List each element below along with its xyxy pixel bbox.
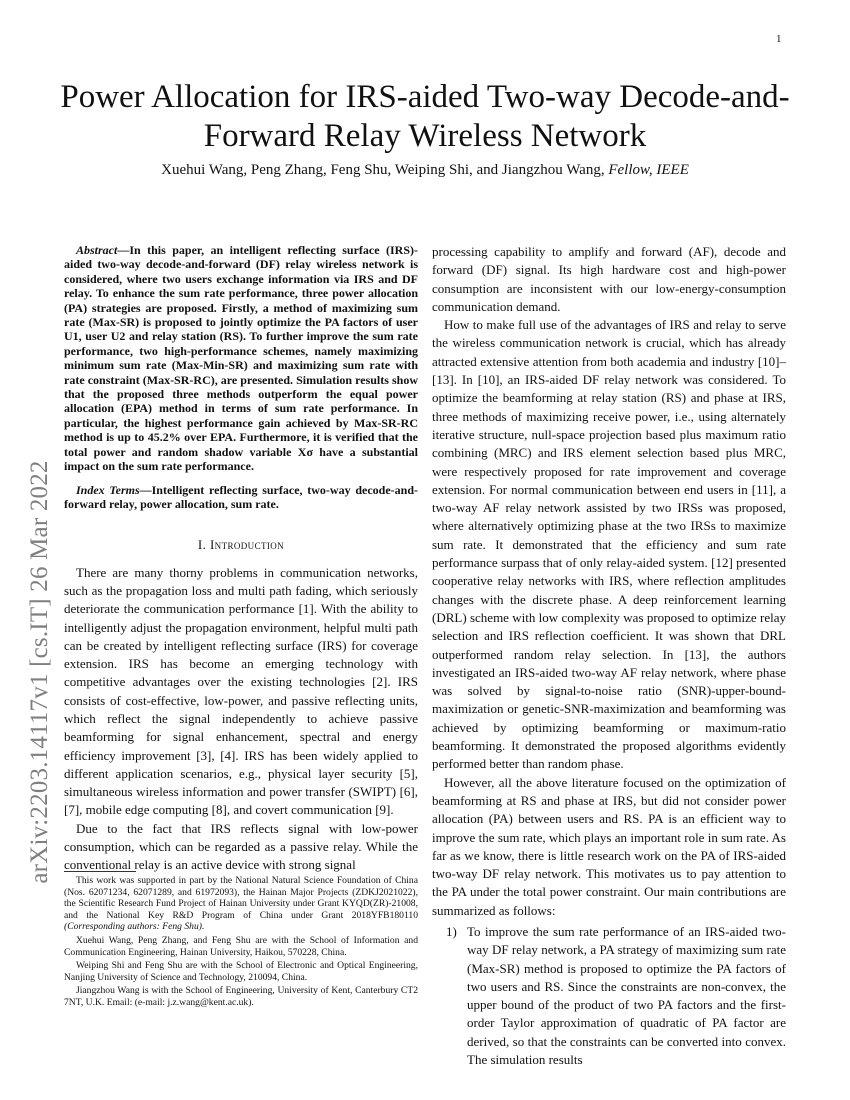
list-item: [432, 923, 786, 1069]
footnote-rule: [64, 871, 136, 872]
author-suffix: Fellow, IEEE: [608, 162, 689, 178]
author-list: [60, 162, 790, 179]
section-number: I.: [197, 537, 207, 553]
footnotes: [64, 871, 418, 1011]
section-title: Introduction: [209, 537, 285, 553]
footnote-funding: This work was supported in part by the National Natural Science Foundation of China (Nos. 62071234, 62071289, and 61972093), the Hainan Major Projects (ZDKJ2021022), the Scientific Research Fund Project of Hainan University under Grant KYQD(ZR)-21008, and the National Key R&D Program of China under Grant 2018YFB180110 (Corresponding authors: Feng Shu).: [64, 875, 418, 933]
paragraph: How to make full use of the advantages of IRS and relay to serve the wireless communication network is crucial, which has already attracted extensive attention from both academia and industry [10]–[13]. In [10], an IRS-aided DF relay network was considered. To optimize the beamforming at relay station (RS) and phase at IRS, three methods of maximizing receive power, i.e., using alternately iterative structure, null-space projection based plus maximum ratio combining (MRC) and IRS element selection based plus MRC, were respectively proposed for rate improvement and coverage extension. For normal communication between end users in [11], a two-way AF relay network assisted by two IRSs was proposed, where alternatively optimizing phase at the two IRSs to maximize sum rate. It demonstrated that the efficiency and sum rate performance surpass that of only relay-aided system. [12] presented cooperative relay networks with IRS, where reflection amplitudes changes with the discrete phase. A deep reinforcement learning (DRL) scheme with low complexity was proposed to optimize relay selection and IRS reflection coefficient. It was shown that DRL outperformed random relay selection. In [13], the authors investigated an IRS-aided two-way AF relay network, where phase was solved by signal-to-noise ratio (SNR)-upper-bound-maximization or genetic-SNR-maximization and beamforming was achieved by optimizing beamforming or maximum-ratio beamforming. It demonstrated the proposed algorithms evidently performed better than random phase.: [432, 317, 786, 772]
paper-title: Power Allocation for IRS-aided Two-way Decode-and-Forward Relay Wireless Network: [60, 79, 790, 154]
paragraph: Due to the fact that IRS reflects signal with low-power consumption, which can be regarded as a passive relay. While the conventional relay is an active device with strong signal: [64, 820, 418, 873]
section-heading: [64, 536, 418, 554]
abstract-label: Abstract: [76, 243, 118, 257]
page-number: 1: [776, 33, 782, 45]
index-terms-text: —Intelligent reflecting surface, two-way decode-and-forward relay, power allocation, sum rate.: [64, 482, 418, 511]
footnote-affiliation: Xuehui Wang, Peng Zhang, and Feng Shu are with the School of Information and Communication Engineering, Hainan University, Haikou, 570228, China.: [64, 934, 418, 958]
footnote-affiliation: Weiping Shi and Feng Shu are with the School of Electronic and Optical Engineering, Nanjing University of Science and Technology, 210094, China.: [64, 960, 418, 983]
contributions-list: [432, 923, 786, 1069]
index-terms-label: Index Terms: [76, 482, 140, 497]
index-terms: [64, 483, 418, 512]
list-item-text: To improve the sum rate performance of an IRS-aided two-way DF relay network, a PA strategy of maximizing sum rate (Max-SR) method is proposed to optimize the PA factors of two users and RS. Since the constraints are non-convex, the upper bound of the product of two PA factors and the first-order Taylor approximation of quadratic of PA factor are derived, so that the constraints can be converted into convex. The simulation results: [467, 923, 786, 1068]
paragraph: However, all the above literature focused on the optimization of beamforming at RS and phase at IRS, but did not consider power allocation (PA) between users and RS. PA is an efficient way to improve the sum rate, which plays an important role in sum rate. As far as we know, there is little research work on the PA of IRS-aided two-way DF relay network. This motivates us to pay attention to the PA under the total power constraint. Our main contributions are summarized as follows:: [432, 774, 786, 918]
abstract: [64, 243, 418, 474]
paragraph: processing capability to amplify and forward (AF), decode and forward (DF) signal. Its high hardware cost and high-power consumption are inconsistent with our low-energy-consumption communication demand.: [432, 244, 786, 314]
corresponding-author-note: (Corresponding authors: Feng Shu).: [64, 921, 205, 933]
left-column: [64, 243, 418, 875]
arxiv-identifier: arXiv:2203.14117v1 [cs.IT] 26 Mar 2022: [26, 460, 53, 884]
abstract-text: —In this paper, an intelligent reflecting surface (IRS)-aided two-way decode-and-forward (DF) relay wireless network is considered, where two users exchange information via IRS and DF relay. To enhance the sum rate performance, three power allocation (PA) strategies are proposed. Firstly, a method of maximizing sum rate (Max-SR) is proposed to jointly optimize the PA factors of user U1, user U2 and relay station (RS). To further improve the sum rate performance, two high-performance schemes, namely maximizing minimum sum rate (Max-Min-SR) and maximizing sum rate with rate constraint (Max-SR-RC), are presented. Simulation results show that the proposed three methods outperform the equal power allocation (EPA) method in terms of sum rate performance. In particular, the highest performance gain achieved by Max-SR-RC method is up to 45.2% over EPA. Furthermore, it is verified that the total power and random shadow variable Xσ have a substantial impact on the sum rate performance.: [64, 243, 418, 474]
paragraph: There are many thorny problems in communication networks, such as the propagation loss and multi path fading, which seriously deteriorate the communication performance [1]. With the ability to intelligently adjust the propagation environment, helpful multi path can be created by intelligent reflecting surface (IRS) for coverage extension. IRS has become an emerging technology with competitive advantages over the existing technologies [2]. IRS consists of cost-effective, low-power, and passive reflecting units, which reflect the signal independently to achieve passive beamforming for signal enhancement, spectral and energy efficiency improvement [3], [4]. IRS has been widely applied to different application scenarios, e.g., physical layer security [5], simultaneous wireless information and power transfer (SWIPT) [6], [7], mobile edge computing [8], and covert communication [9].: [64, 564, 418, 818]
list-item-number: 1): [446, 923, 457, 939]
author-names: Xuehui Wang, Peng Zhang, Feng Shu, Weiping Shi, and Jiangzhou Wang,: [161, 162, 605, 178]
footnote-affiliation: Jiangzhou Wang is with the School of Engineering, University of Kent, Canterbury CT2 7NT, U.K. Email: (e-mail: j.z.wang@kent.ac.uk).: [64, 985, 418, 1008]
right-column: [432, 243, 786, 1069]
